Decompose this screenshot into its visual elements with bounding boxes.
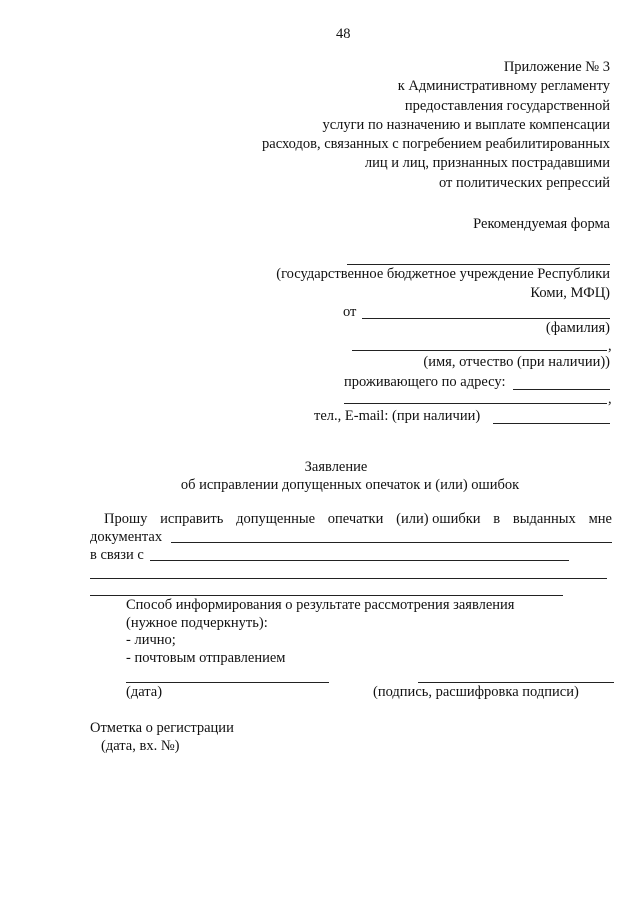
institution-field[interactable]	[347, 264, 610, 265]
from-label: от	[343, 304, 357, 320]
document-subtitle: об исправлении допущенных опечаток и (или) ошибок	[180, 477, 520, 493]
extra-field-1[interactable]	[90, 578, 607, 579]
date-label: (дата)	[126, 684, 163, 700]
extra-field-2[interactable]	[90, 595, 563, 596]
institution-hint-line1: (государственное бюджетное учреждение Республики	[276, 266, 610, 282]
recommended-form-label: Рекомендуемая форма	[473, 216, 610, 232]
date-field[interactable]	[126, 682, 329, 683]
reason-field[interactable]	[150, 560, 569, 561]
appendix-line: от политических репрессий	[438, 174, 610, 191]
request-word: исправить	[160, 511, 224, 527]
notification-option-in-person[interactable]: - лично;	[126, 632, 176, 648]
signature-label: (подпись, расшифровка подписи)	[373, 684, 579, 700]
notification-hint: (нужное подчеркнуть):	[126, 615, 268, 631]
request-word: выданных	[512, 511, 576, 527]
address-field-comma: ,	[608, 391, 612, 407]
request-word: Прошу	[104, 511, 148, 527]
appendix-line: расходов, связанных с погребением реабилитированных	[262, 136, 610, 153]
registration-title: Отметка о регистрации	[90, 720, 234, 736]
surname-field[interactable]	[362, 318, 610, 319]
address-label: проживающего по адресу:	[344, 374, 506, 390]
appendix-line: Приложение № 3	[503, 59, 610, 75]
surname-hint: (фамилия)	[545, 320, 610, 336]
request-word: мне	[588, 511, 612, 527]
address-field-2[interactable]	[344, 403, 607, 404]
request-word: допущенные	[236, 511, 316, 527]
request-line	[104, 511, 612, 528]
registration-hint: (дата, вх. №)	[101, 738, 180, 754]
reason-label: в связи с	[90, 547, 144, 563]
name-field-comma: ,	[608, 338, 612, 354]
appendix-line: услуги по назначению и выплате компенсации	[322, 116, 610, 133]
appendix-line: лиц и лиц, признанных пострадавшими	[364, 155, 610, 172]
request-word: в	[493, 511, 501, 527]
contacts-label: тел., E-mail: (при наличии)	[314, 408, 481, 424]
page-number: 48	[336, 26, 351, 42]
document-title: Заявление	[304, 459, 368, 475]
notification-option-mail[interactable]: - почтовым отправлением	[126, 650, 286, 666]
signature-field[interactable]	[418, 682, 614, 683]
request-word: (или) ошибки	[396, 511, 481, 527]
appendix-line: к Административному регламенту	[397, 78, 610, 95]
documents-field[interactable]	[171, 542, 612, 543]
address-field-1[interactable]	[513, 389, 610, 390]
notification-title: Способ информирования о результате рассмотрения заявления	[126, 597, 515, 613]
appendix-header	[262, 58, 610, 193]
contacts-field[interactable]	[493, 423, 610, 424]
request-word: опечатки	[327, 511, 384, 527]
name-hint: (имя, отчество (при наличии))	[423, 354, 610, 370]
documents-label: документах	[90, 529, 163, 545]
institution-hint-line2: Коми, МФЦ)	[530, 285, 610, 301]
appendix-line: предоставления государственной	[404, 97, 610, 114]
name-field[interactable]	[352, 350, 607, 351]
